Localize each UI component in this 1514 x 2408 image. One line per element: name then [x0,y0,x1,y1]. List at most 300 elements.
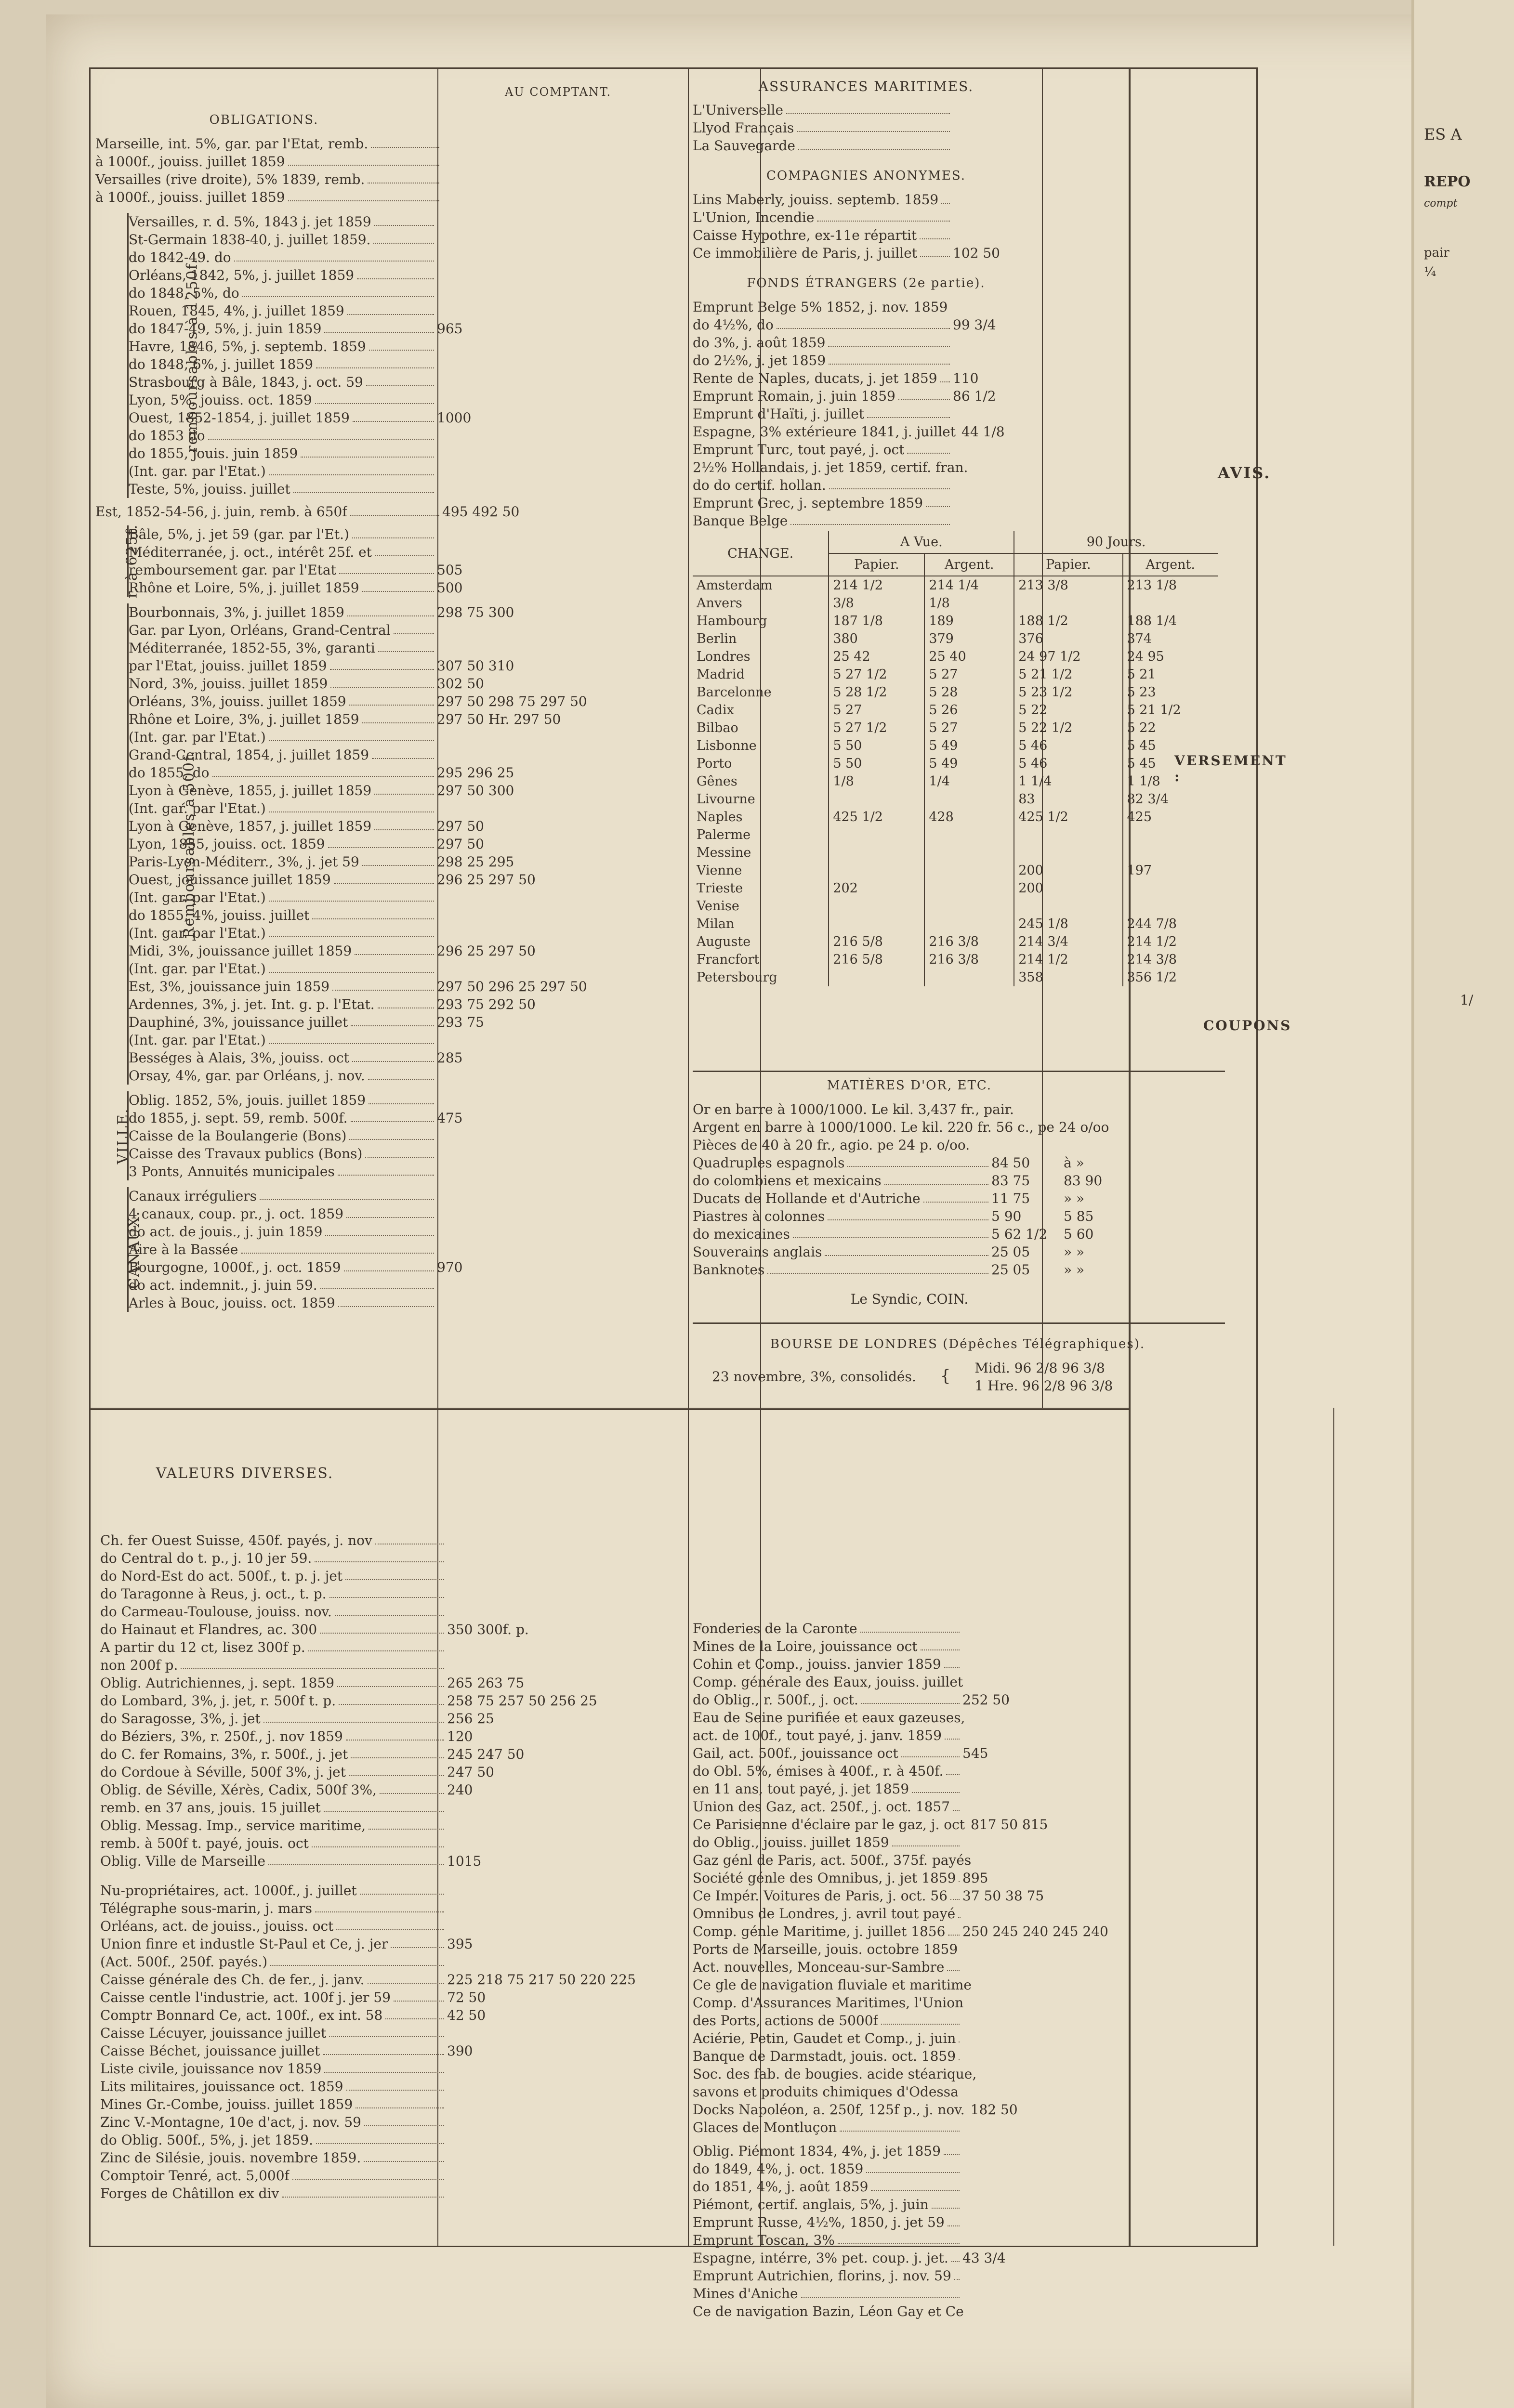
divers-value [969,1673,1132,1691]
obligation-row [129,1205,658,1223]
obligation-label: (Int. gar. par l'Etat.) [129,890,266,905]
divers-value: 817 50 815 [971,1817,1048,1832]
matieres-list [693,1154,1126,1279]
matiere-price-b: » » [1064,1262,1085,1278]
change-city: Berlin [697,631,737,646]
dot-leader [330,675,434,688]
divers-value [962,2119,1126,2136]
divers-row [693,1744,1126,1762]
valeur-value [447,1585,678,1603]
obligation-row [129,1187,658,1205]
fonds-label: Espagne, 3% extérieure 1841, j. juillet [693,424,956,440]
dot-leader [941,191,950,204]
dot-leader [369,338,434,351]
comptant-header: AU COMPTANT. [505,85,612,99]
obligation-value [437,391,658,409]
group-1250f-label: remboursables à 1250f. [184,258,201,453]
dot-leader [292,2167,444,2180]
valeur-label: Mines Gr.-Combe, jouiss. juillet 1859 [100,2096,353,2112]
change-rate: 214 1/2 [1014,951,1122,968]
folded-adjacent-page [1411,0,1514,2408]
divers-value [982,2065,1146,2083]
obligation-row [129,1049,658,1067]
obligation-label: Teste, 5%, jouiss. juillet [129,481,290,497]
change-rate: 5 26 [924,701,1014,719]
change-rate: 188 1/2 [1014,612,1122,630]
change-rate: 1 1/8 [1123,772,1218,790]
dot-leader [959,2047,960,2060]
obligation-row [129,302,658,320]
assurance-row [693,101,1040,119]
dot-leader [338,1163,434,1176]
change-rate: 379 [924,630,1014,648]
assurance-value [953,137,1040,155]
valeur-value [447,2167,678,2185]
divers-value: 182 50 [970,2102,1018,2118]
divers-label: Ce gle de navigation fluviale et maritime [693,1977,972,1993]
valeur-label: Oblig. Messag. Imp., service maritime, [100,1818,366,1833]
change-rate: 202 [829,879,924,897]
matiere-label: Piastres à colonnes [693,1208,825,1224]
obligation-label: (Int. gar. par l'Etat.) [129,463,266,479]
obligation-row [129,764,658,782]
group-ville-label: VILLE. [114,1108,132,1164]
valeur-value: 395 [447,1936,473,1952]
valeurs-section [100,1461,683,2202]
90-jours-header: 90 Jours. [1014,531,1218,553]
obligation-label: (Int. gar. par l'Etat.) [129,925,266,941]
fonds-row [693,387,1040,405]
obligation-value: 298 75 300 [437,604,514,620]
change-rate [829,826,924,844]
change-rate [829,790,924,808]
obligation-value [437,266,658,284]
matiere-row [693,1225,1126,1243]
obligation-value: 1000 [437,410,472,426]
change-rate: 5 23 1/2 [1014,683,1122,701]
dot-leader [337,1674,444,1687]
dot-leader [912,1780,960,1793]
valeur-row [100,1971,678,1989]
change-rate: 5 46 [1014,737,1122,755]
fonds-value [953,334,1040,352]
londres-title: BOURSE DE LONDRES (Dépêches Télégraphiques). [770,1337,1145,1351]
valeur-row [100,2078,678,2095]
argent-header: Argent. [1123,553,1218,576]
matiere-price-b: » » [1064,1244,1085,1260]
valeur-label: Caisse centle l'industrie, act. 100f j. jer 59 [100,1989,391,2005]
compagnie-label: Ce immobilière de Paris, j. juillet [693,245,918,261]
obligation-label: (Int. gar. par l'Etat.) [129,1032,266,1048]
obligation-label: Lyon, 1855, jouiss. oct. 1859 [129,836,325,852]
column-rule-6 [1333,1408,1334,2246]
divers-label: Act. nouvelles, Monceau-sur-Sambre [693,1959,945,1975]
valeur-value [447,2131,678,2149]
obligation-label: à 1000f., jouiss. juillet 1859 [95,154,285,170]
obligation-label: Havre, 1846, 5%, j. septemb. 1859 [129,339,366,354]
dot-leader [316,355,434,368]
divers-row [693,2231,1126,2249]
obligation-label: Ouest, 1852-1854, j. juillet 1859 [129,410,350,426]
obligation-row [95,503,664,521]
change-rate: 380 [829,630,924,648]
obligation-label: Orléans, 1842, 5%, j. juillet 1859 [129,267,355,283]
dot-leader [208,427,434,440]
divers-label: do Oblig., r. 500f., j. oct. [693,1692,858,1708]
obligation-row [129,978,658,995]
valeur-row [100,1621,678,1638]
syndic-signature: Le Syndic, COIN. [850,1291,969,1307]
papier-header: Papier. [829,553,924,576]
dot-leader [362,853,434,866]
fold-text-3: compt [1424,197,1458,209]
change-rate [1014,594,1122,612]
fonds-label: Emprunt Grec, j. septembre 1859 [693,495,923,511]
divers-label: Comp. génle Maritime, j. juillet 1856 [693,1924,946,1939]
dot-leader [349,1763,444,1776]
dot-leader [315,391,434,404]
dot-leader [920,226,950,239]
divers-label: Emprunt Autrichien, florins, j. nov. 59 [693,2268,951,2284]
fonds-row [693,316,1040,334]
obligation-label: Ardennes, 3%, j. jet. Int. g. p. l'Etat. [129,996,375,1012]
obligation-value [437,338,658,355]
matiere-price-b: 5 60 [1064,1226,1094,1242]
fonds-row [693,476,1040,494]
dot-leader [959,1869,960,1882]
obligation-value: 297 50 [437,836,484,852]
dot-leader [797,119,950,132]
dot-leader [366,373,434,386]
change-rows [693,576,1218,986]
valeur-row [100,1549,678,1567]
matiere-label: Quadruples espagnols [693,1155,845,1171]
change-rate: 245 1/8 [1014,915,1122,933]
obligation-row [129,391,658,409]
divers-right-list [693,1620,1126,2320]
valeur-value [447,1882,678,1899]
fold-text-5: ¼ [1424,265,1436,279]
change-rate [924,790,1014,808]
obligation-label: remboursement gar. par l'Etat [129,562,336,578]
obligation-value: 302 50 [437,676,484,692]
obligation-row [129,249,658,266]
dot-leader [948,1923,960,1936]
change-rate: 188 1/4 [1123,612,1218,630]
divers-value [962,2213,1126,2231]
divers-row [693,2267,1126,2285]
obligation-row [129,320,658,338]
valeur-value [447,2060,678,2078]
dot-leader [373,231,434,244]
matiere-price-a: 25 05 [991,1244,1030,1260]
change-rate: 214 1/2 [1123,933,1218,951]
brace-icon: { [940,1366,951,1386]
change-city: Vienne [697,863,742,878]
valeur-row [100,1603,678,1621]
obligation-row [129,1067,658,1085]
dot-leader [268,1852,444,1865]
obligation-row [129,693,658,710]
divers-value: 895 [962,1870,988,1886]
assurances-title: ASSURANCES MARITIMES. [758,79,974,94]
obligation-label: St-Germain 1838-40, j. juillet 1859. [129,232,371,248]
obligation-value [437,889,658,906]
change-city: Hambourg [697,614,767,628]
matiere-label: do colombiens et mexicains [693,1173,882,1189]
divers-row [693,1691,1126,1709]
dot-leader [951,2249,960,2262]
change-rate [829,897,924,915]
valeur-row [100,1745,678,1763]
obligations-section [95,85,688,1312]
change-rate: 5 22 [1014,701,1122,719]
group-ville-list [129,1091,688,1180]
change-rate: 5 45 [1123,755,1218,772]
valeur-row [100,1656,678,1674]
dot-leader [921,1637,960,1650]
valeur-value [447,2095,678,2113]
dot-leader [282,2185,444,2198]
valeur-label: Oblig. Ville de Marseille [100,1853,266,1869]
obligation-label: do 1855, 4%, jouiss. juillet [129,907,310,923]
obligation-label: Canaux irréguliers [129,1188,257,1204]
matiere-price-a: 5 90 [991,1208,1022,1224]
divers-value: 43 3/4 [962,2250,1006,2266]
divers-label: do Oblig., jouiss. juillet 1859 [693,1834,889,1850]
dot-leader [324,1799,444,1812]
obligation-value: 298 25 295 [437,854,514,870]
obligation-value: 295 296 25 [437,765,514,781]
divers-label: Union des Gaz, act. 250f., j. oct. 1857 [693,1799,950,1815]
obligation-row [129,1127,658,1145]
change-row [693,790,1218,808]
obligation-label: Marseille, int. 5%, gar. par l'Etat, remb. [95,136,369,152]
divers-value [962,2047,1126,2065]
divers-value [969,1994,1133,2012]
obligation-row [129,373,658,391]
change-row [693,951,1218,968]
valeur-label: Télégraphe sous-marin, j. mars [100,1900,313,1916]
dot-leader [375,1531,444,1544]
dot-leader [946,1762,960,1775]
dot-leader [860,1620,960,1633]
dot-leader [349,693,434,706]
divers-row [693,2213,1126,2231]
fonds-value: 110 [953,370,979,386]
divers-label: Banque de Darmstadt, jouis. oct. 1859 [693,2048,956,2064]
dot-leader [871,2178,960,2191]
divers-label: Emprunt Russe, 4½%, 1850, j. jet 59 [693,2214,945,2230]
valeur-row [100,1935,678,1953]
obligation-row [129,871,658,889]
dot-leader [355,2095,444,2108]
obligation-value: 296 25 297 50 [437,872,536,888]
dot-leader [334,871,434,884]
fonds-label: do 3%, j. août 1859 [693,335,826,351]
matiere-row [693,1154,1126,1172]
change-row [693,755,1218,772]
valeur-value [447,2078,678,2095]
change-row [693,933,1218,951]
change-city: Messine [697,845,751,860]
obligation-value [442,153,664,170]
obligation-label: Gar. par Lyon, Orléans, Grand-Central [129,622,391,638]
divers-value [977,1976,1141,1994]
fonds-label: Emprunt d'Haïti, j. juillet [693,406,865,422]
dot-leader [234,249,434,262]
obligation-value [437,1223,658,1241]
dot-leader [829,476,950,489]
compagnie-row [693,209,1040,226]
valeur-value [447,1549,678,1567]
fonds-row [693,334,1040,352]
obligation-row [129,817,658,835]
change-row [693,862,1218,879]
valeur-label: do Nord-Est do act. 500f., t. p. j. jet [100,1568,343,1584]
obligation-label: Paris-Lyon-Méditerr., 3%, j. jet 59 [129,854,359,870]
divers-label: Docks Napoléon, a. 250f, 125f p., j. nov. [693,2102,965,2118]
obligation-label: Orsay, 4%, gar. par Orléans, j. nov. [129,1068,365,1084]
dot-leader [372,746,434,759]
valeur-row [100,2167,678,2185]
valeur-value [447,1531,678,1549]
divers-row [693,1940,1126,1958]
assurance-value [953,119,1040,137]
divers-row [693,2119,1126,2136]
dot-leader [325,1223,434,1236]
obligation-row [129,603,658,621]
obligation-label: Lyon, 5%, jouiss. oct. 1859 [129,392,312,408]
valeur-row [100,1899,678,1917]
obligation-label: Rhône et Loire, 5%, j. juillet 1859 [129,580,359,596]
change-rate [1014,897,1122,915]
dot-leader [947,1958,960,1971]
obligation-row [129,1031,658,1049]
change-rate: 425 [1123,808,1218,826]
divers-value [962,1655,1126,1673]
obligation-label: par l'Etat, jouiss. juillet 1859 [129,658,327,674]
divers-value: 252 50 [962,1692,1010,1708]
change-rate: 200 [1014,879,1122,897]
obligation-row [129,728,658,746]
obligation-row [129,284,658,302]
change-rate [1123,594,1218,612]
obligation-label: Est, 1852-54-56, j. juin, remb. à 650f [95,504,347,520]
change-city: Palerme [697,827,751,842]
obligation-row [129,1163,658,1180]
change-rate [1123,844,1218,862]
change-city: Gênes [697,774,737,789]
divers-row [693,1958,1126,1976]
obligation-value: 307 50 310 [437,658,514,674]
change-rate: 25 42 [829,648,924,666]
change-city: Naples [697,810,743,824]
divers-label: Glaces de Montluçon [693,2120,837,2135]
column-rule-2 [688,69,689,2246]
change-city: Bilbao [697,720,738,735]
obligation-label: (Int. gar. par l'Etat.) [129,800,266,816]
compagnies-title: COMPAGNIES ANONYMES. [766,169,966,183]
valeur-row [100,1989,678,2006]
compagnie-value [953,191,1040,209]
group-625f-label: r. à 625f. [123,523,141,599]
valeur-value [447,1899,678,1917]
change-rate [924,968,1014,986]
divers-row [693,2178,1126,2196]
obligation-value [437,462,658,480]
valeur-row [100,1692,678,1710]
change-rate [1123,897,1218,915]
obligation-row [129,427,658,445]
dot-leader [269,462,434,475]
divers-row [693,1798,1126,1816]
dot-leader [351,1013,434,1026]
divers-label: Espagne, intérre, 3% pet. coup. j. jet. [693,2250,948,2266]
valeur-label: do Saragosse, 3%, j. jet [100,1711,261,1727]
dot-leader [926,494,950,507]
divers-label: Ports de Marseille, jouis. octobre 1859 [693,1941,958,1957]
valeur-value: 350 300f. p. [447,1622,529,1637]
obligation-value [437,355,658,373]
valeur-label: Nu-propriétaires, act. 1000f., j. juillet [100,1883,357,1898]
valeur-value [447,1638,678,1656]
dot-leader [241,1241,434,1254]
dot-leader [374,817,434,830]
fonds-label: Rente de Naples, ducats, j. jet 1859 [693,370,937,386]
divers-row [693,2285,1126,2303]
change-rate: 216 5/8 [829,933,924,951]
change-city: Lisbonne [697,738,757,753]
dot-leader [352,525,434,538]
dot-leader [867,405,950,418]
change-row [693,612,1218,630]
obligation-label: do 1848, 5%, do [129,285,239,301]
obligation-row [129,525,658,543]
fonds-list [693,298,1040,530]
obligation-value [437,231,658,249]
dot-leader [339,561,434,574]
group-ville [114,1091,688,1180]
valeur-row [100,1817,678,1834]
valeur-label: Comptr Bonnard Ce, act. 100f., ex int. 58 [100,2007,383,2023]
dot-leader [866,2160,960,2173]
divers-value [971,1709,1135,1727]
change-row [693,826,1218,844]
matiere-price-a: 5 62 1/2 [991,1226,1048,1242]
valeur-value: 265 263 75 [447,1675,525,1691]
obligation-value [437,1276,658,1294]
dot-leader [360,1882,444,1895]
change-rate: 5 22 1/2 [1014,719,1122,737]
change-section [693,531,1223,986]
change-rate: 244 7/8 [1123,915,1218,933]
valeur-label: do Central do t. p., j. 10 jer 59. [100,1550,312,1566]
matiere-price-a: 83 75 [991,1173,1030,1189]
divers-value [962,1762,1126,1780]
valeur-row [100,1870,678,1876]
obligation-value [437,906,658,924]
compagnies-list [693,191,1040,262]
change-rate [1123,826,1218,844]
obligation-row [129,355,658,373]
divers-label: Eau de Seine purifiée et eaux gazeuses, [693,1710,965,1726]
obligation-label: Lyon à Genève, 1857, j. juillet 1859 [129,818,372,834]
dot-leader [357,266,434,279]
assurance-label: L'Universelle [693,102,784,118]
change-rate: 24 97 1/2 [1014,648,1122,666]
divers-label: Piémont, certif. anglais, 5%, j. juin [693,2197,929,2212]
